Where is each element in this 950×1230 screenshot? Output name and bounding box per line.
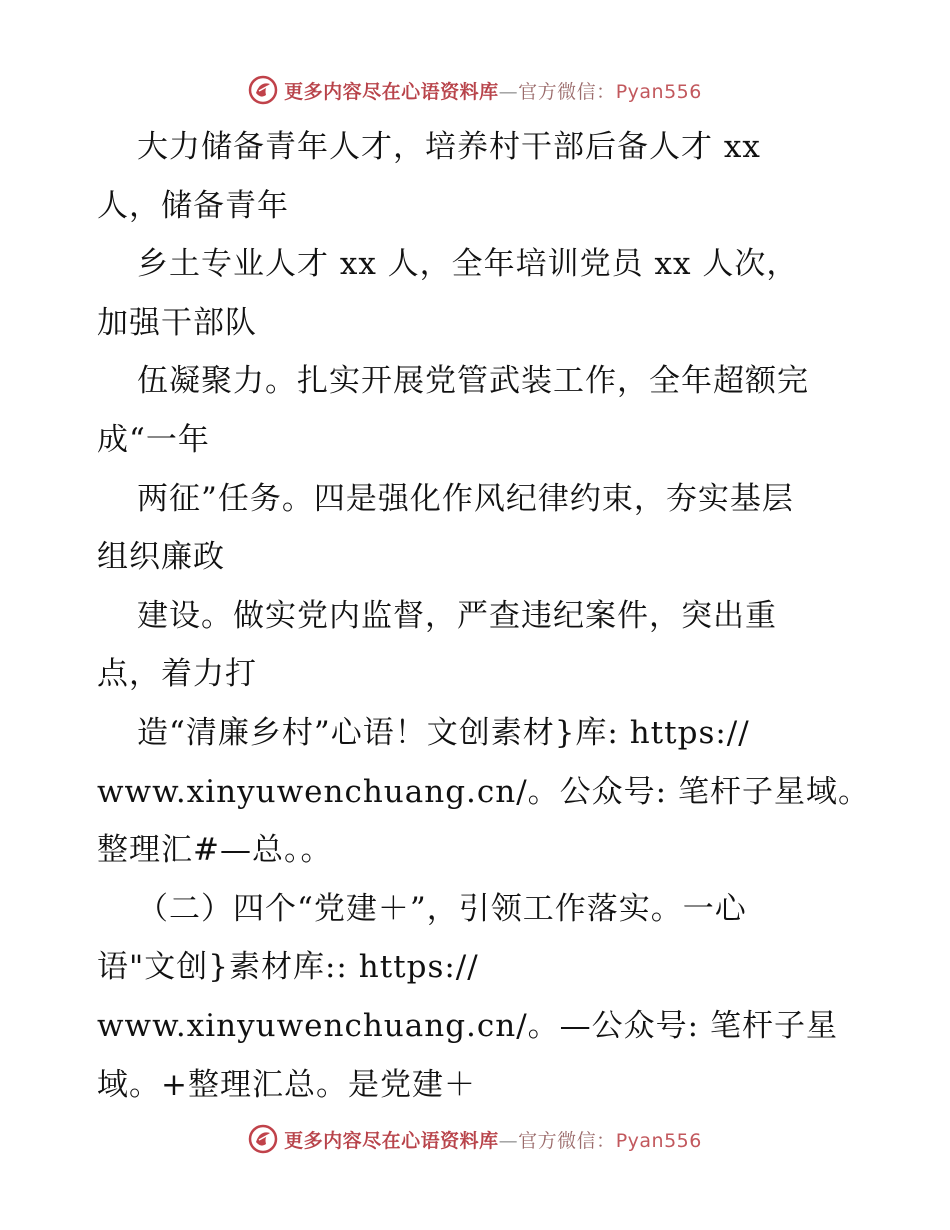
red-swirl-logo-icon [248, 75, 278, 105]
footer-main-text: 更多内容尽在心语资料库 [284, 1129, 499, 1152]
body-line: 域。+整理汇总。是党建＋ [97, 1066, 476, 1103]
body-line: 伍凝聚力。扎实开展党管武装工作，全年超额完 [137, 363, 809, 400]
body-line: 点，着力打 [97, 656, 257, 693]
body-line: 大力储备青年人才，培养村干部后备人才 xx [137, 129, 761, 165]
footer-watermark [0, 1121, 950, 1157]
header-text [284, 77, 702, 104]
header-separator: — [498, 80, 519, 103]
footer-separator: — [498, 1129, 519, 1152]
document-body [97, 118, 870, 1114]
body-line: 人，储备青年 [97, 187, 289, 224]
body-line: www.xinyuwenchuang.cn/。—公众号: 笔杆子星 [97, 1007, 838, 1044]
header-watermark [0, 72, 950, 108]
body-line: www.xinyuwenchuang.cn/。公众号: 笔杆子星域。 [97, 773, 870, 810]
body-line: 造“清廉乡村”心语！文创素材}库: https:// [137, 714, 750, 751]
body-line: 组织廉政 [97, 539, 225, 576]
header-label-text: 官方微信： [518, 80, 616, 103]
body-line: 两征”任务。四是强化作风纪律约束，夯实基层 [137, 480, 794, 517]
body-line: 加强干部队 [97, 304, 257, 341]
footer-label-text: 官方微信： [518, 1129, 616, 1152]
body-line: 成“一年 [97, 421, 210, 458]
footer-wechat-id: Pyan556 [615, 1129, 702, 1152]
footer-text [284, 1126, 702, 1153]
body-line: 乡土专业人才 xx 人，全年培训党员 xx 人次， [137, 246, 799, 283]
header-wechat-id: Pyan556 [615, 80, 702, 103]
red-swirl-logo-icon [248, 1124, 278, 1154]
body-line: 建设。做实党内监督，严查违纪案件，突出重 [137, 597, 777, 634]
body-line: 语"文创}素材库:: https:// [97, 949, 479, 986]
body-line: 整理汇#—总。。 [97, 832, 333, 869]
header-main-text: 更多内容尽在心语资料库 [284, 80, 499, 103]
body-line: （二）四个“党建＋”，引领工作落实。一心 [137, 890, 747, 927]
